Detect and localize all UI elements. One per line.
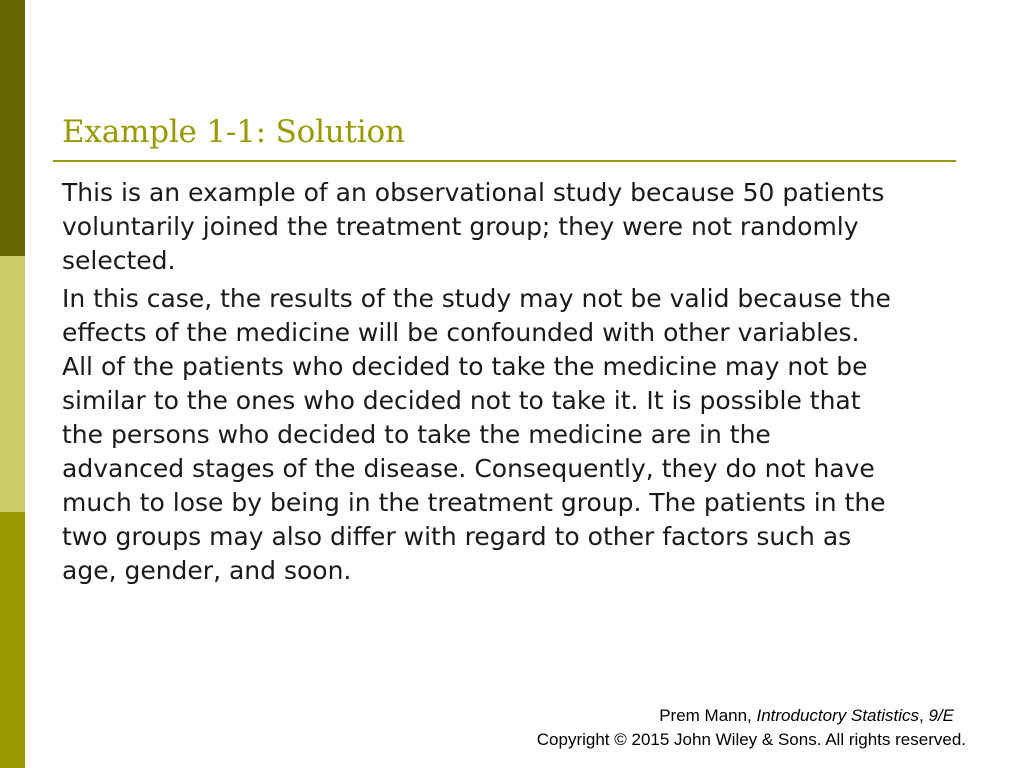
- body-paragraph-2: In this case, the results of the study may not be valid because the effects of the medicine will be confounded with other variables. All of the patients who decided to take the medicine may not be similar to the ones who decided not to take it. It is possible that the persons who decided to take the medicine are in the advanced stages of the disease. Consequently, they do not have much to lose by being in the treatment group. The patients in the two groups may also differ with regard to other factors such as age, gender, and soon.: [62, 284, 891, 585]
- slide-body: [62, 176, 962, 592]
- sidebar-band-dark: [0, 0, 25, 256]
- sidebar-band-mid: [0, 512, 25, 768]
- slide-footer: [537, 704, 966, 752]
- sidebar-band-light: [0, 256, 25, 512]
- footer-copyright: Copyright © 2015 John Wiley & Sons. All rights reserved.: [536, 730, 966, 749]
- sidebar-decoration: [0, 0, 25, 768]
- footer-edition: 9/E: [928, 706, 954, 725]
- title-underline: [53, 160, 956, 162]
- footer-book-title: Introductory Statistics: [756, 706, 920, 725]
- body-paragraph-1: This is an example of an observational study because 50 patients voluntarily joined the treatment group; they were not randomly selected.: [62, 178, 885, 275]
- footer-citation: [537, 704, 954, 728]
- footer-separator: ,: [919, 706, 929, 725]
- slide-title: Example 1-1: Solution: [62, 114, 405, 150]
- footer-author: Prem Mann,: [659, 706, 757, 725]
